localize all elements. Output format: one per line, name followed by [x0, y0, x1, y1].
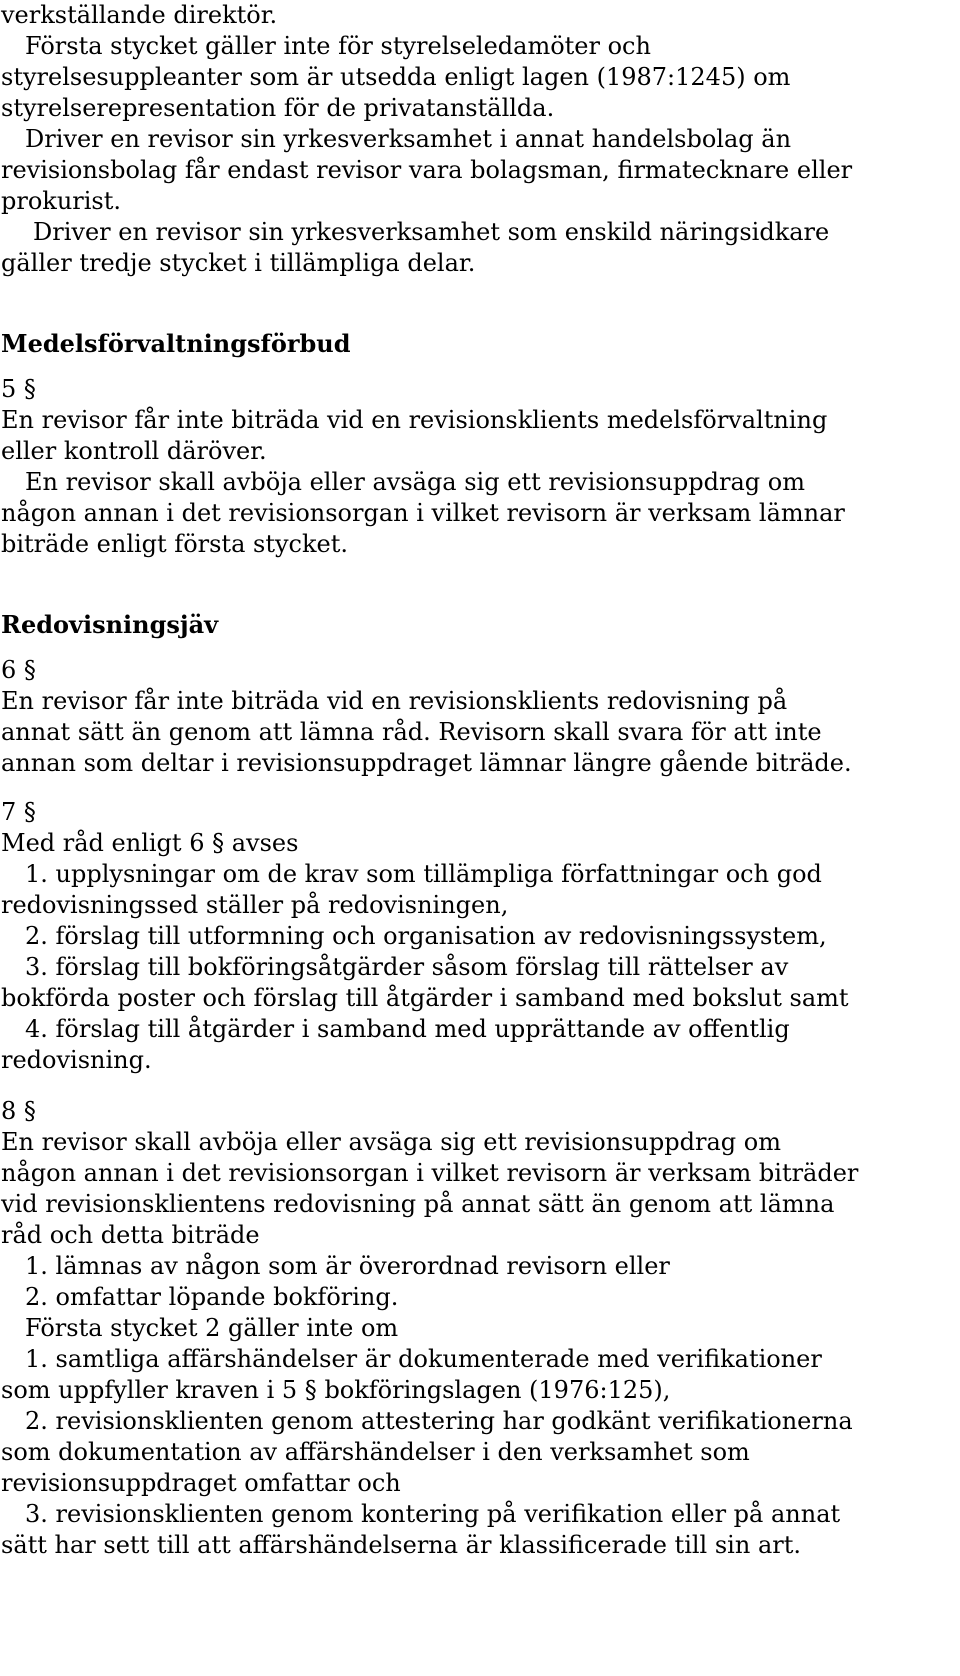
- section-heading-medelsforvaltningsforbud: Medelsförvaltningsförbud: [1, 329, 351, 358]
- text-line: sätt har sett till att affärshändelserna är klassificerade till sin art.: [1, 1531, 801, 1559]
- text-line: annat sätt än genom att lämna råd. Revisorn skall svara för att inte: [1, 718, 822, 746]
- text-line: styrelserepresentation för de privatanställda.: [1, 94, 555, 122]
- text-line: En revisor får inte biträda vid en revisionsklients redovisning på: [1, 687, 788, 715]
- text-line: annan som deltar i revisionsuppdraget lämnar längre gående biträde.: [1, 749, 852, 777]
- paragraph-number: 7 §: [1, 798, 36, 826]
- text-line: redovisningssed ställer på redovisningen,: [1, 891, 509, 919]
- text-line: biträde enligt första stycket.: [1, 530, 348, 558]
- list-item: 2. omfattar löpande bokföring.: [25, 1283, 399, 1311]
- text-line: styrelsesuppleanter som är utsedda enligt lagen (1987:1245) om: [1, 63, 791, 91]
- text-line: revisionsuppdraget omfattar och: [1, 1469, 401, 1497]
- paragraph-number: 8 §: [1, 1097, 36, 1125]
- text-line: Driver en revisor sin yrkesverksamhet som enskild näringsidkare: [33, 218, 830, 246]
- text-line: En revisor skall avböja eller avsäga sig ett revisionsuppdrag om: [25, 468, 805, 496]
- text-line: prokurist.: [1, 187, 122, 215]
- text-line: Första stycket 2 gäller inte om: [25, 1314, 399, 1342]
- list-item: 4. förslag till åtgärder i samband med upprättande av offentlig: [25, 1015, 790, 1043]
- list-item: 3. förslag till bokföringsåtgärder såsom förslag till rättelser av: [25, 953, 789, 981]
- list-item: 3. revisionsklienten genom kontering på verifikation eller på annat: [25, 1500, 841, 1528]
- text-line: Med råd enligt 6 § avses: [1, 829, 299, 857]
- text-line: Första stycket gäller inte för styrelseledamöter och: [25, 32, 651, 60]
- list-item: 1. lämnas av någon som är överordnad revisorn eller: [25, 1252, 670, 1280]
- text-line: någon annan i det revisionsorgan i vilket revisorn är verksam lämnar: [1, 499, 845, 527]
- text-line: bokförda poster och förslag till åtgärder i samband med bokslut samt: [1, 984, 849, 1012]
- text-line: En revisor skall avböja eller avsäga sig ett revisionsuppdrag om: [1, 1128, 781, 1156]
- text-line: som dokumentation av affärshändelser i den verksamhet som: [1, 1438, 750, 1466]
- list-item: 1. upplysningar om de krav som tillämpliga författningar och god: [25, 860, 822, 888]
- text-line: eller kontroll däröver.: [1, 437, 267, 465]
- text-line: En revisor får inte biträda vid en revisionsklients medelsförvaltning: [1, 406, 828, 434]
- list-item: 2. revisionsklienten genom attestering har godkänt verifikationerna: [25, 1407, 853, 1435]
- list-item: 1. samtliga affärshändelser är dokumenterade med verifikationer: [25, 1345, 822, 1373]
- text-line: råd och detta biträde: [1, 1221, 260, 1249]
- section-heading-redovisningsjav: Redovisningsjäv: [1, 610, 219, 639]
- text-line: revisionsbolag får endast revisor vara bolagsman, firmatecknare eller: [1, 156, 853, 184]
- text-line: redovisning.: [1, 1046, 152, 1074]
- text-line: verkställande direktör.: [1, 1, 278, 29]
- text-line: någon annan i det revisionsorgan i vilket revisorn är verksam biträder: [1, 1159, 859, 1187]
- paragraph-number: 5 §: [1, 375, 36, 403]
- text-line: Driver en revisor sin yrkesverksamhet i annat handelsbolag än: [25, 125, 792, 153]
- paragraph-number: 6 §: [1, 656, 36, 684]
- text-line: som uppfyller kraven i 5 § bokföringslagen (1976:125),: [1, 1376, 671, 1404]
- text-line: gäller tredje stycket i tillämpliga delar.: [1, 249, 476, 277]
- text-line: vid revisionsklientens redovisning på annat sätt än genom att lämna: [1, 1190, 835, 1218]
- list-item: 2. förslag till utformning och organisation av redovisningssystem,: [25, 922, 827, 950]
